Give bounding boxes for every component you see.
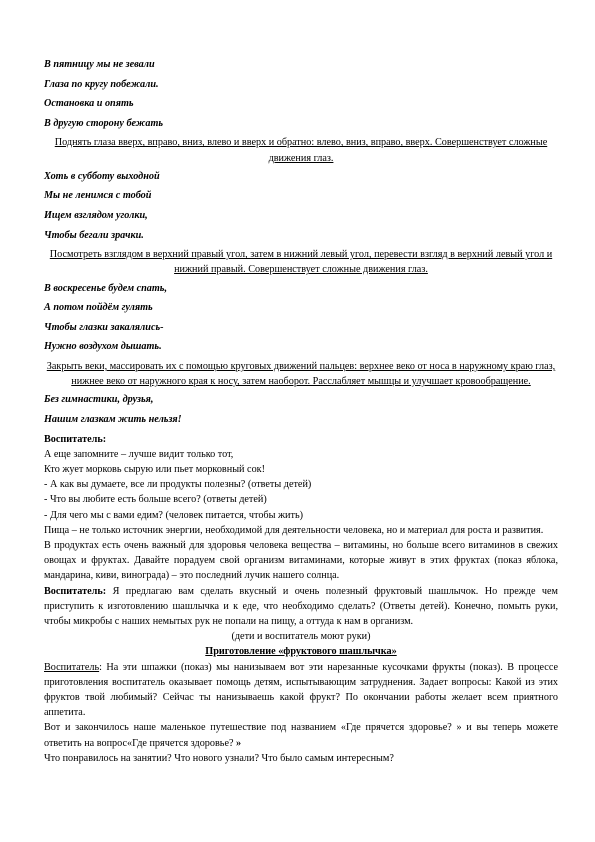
poem-line: В пятницу мы не зевали: [44, 59, 155, 70]
dialogue-line: А еще запомните – лучше видит только тот,: [44, 448, 234, 460]
dialogue-line: - Что вы любите есть больше всего? (ответы детей): [44, 494, 267, 506]
poem-line: Чтобы глазки закалялись-: [44, 321, 164, 333]
conclusion-quote: »: [236, 737, 242, 749]
wash-hands-note: (дети и воспитатель моют руки): [231, 631, 371, 643]
dialogue-line: Кто жует морковь сырую или пьет морковный сок!: [44, 463, 265, 475]
paragraph-food: Пища – не только источник энергии, необходимой для деятельности человека, но и материал для роста и развития.: [44, 524, 544, 536]
poem-closing: [44, 392, 558, 427]
poem-sunday: [44, 281, 558, 355]
paragraph-proposal: [44, 584, 558, 630]
document-content: [44, 57, 558, 766]
conclusion-text: Вот и закончилось наше маленькое путешествие под названием «Где прячется здоровье? » и вы теперь можете ответить на вопрос«Где прячется здоровье?: [44, 722, 558, 749]
paragraph-preparation: [44, 660, 558, 721]
exercise-instruction-1: Поднять глаза вверх, вправо, вниз, влево и вверх и обратно: влево, вниз, вправо, вверх. Совершенствует сложные движения глаз.: [54, 137, 548, 164]
poem-saturday: [44, 169, 558, 243]
poem-line: В другую сторону бежать: [44, 117, 164, 129]
proposal-text: Я предлагаю вам сделать вкусный и очень полезный фруктовый шашлычок. Но прежде чем приступить к изготовлению шашлычка и к еде, что необходимо сделать? (Ответы детей). Конечно, помыть руки, чтобы микробы с наших немытых рук не попали на пищу, а оттуда к нам в организм.: [44, 585, 558, 627]
poem-line: В воскресенье будем спать,: [44, 282, 168, 294]
preparation-text: : На эти шпажки (показ) мы нанизываем вот эти нарезанные кусочками фрукты (показ). В процессе приготовления воспитатель оказывает помощь детям, испытывающим затруднения. Задает вопросы: Какой из этих фруктов твой любимый? Сейчас ты нанизываешь какой фрукт? По окончании работы желает всем приятного аппетита.: [44, 661, 558, 719]
final-question: Что понравилось на занятии? Что нового узнали? Что было самым интересным?: [44, 752, 394, 764]
exercise-instruction-3: Закрыть веки, массировать их с помощью круговых движений пальцев: верхнее веко от носа в наружному краю глаз, нижнее веко от наружного края к носу, затем наоборот. Расслабляет мышцы и улучшает кровообращение.: [46, 360, 556, 388]
dialogue-line: - Для чего мы с вами едим? (человек питается, чтобы жить): [44, 509, 303, 521]
poem-line: Мы не ленимся с тобой: [44, 190, 152, 202]
section-title: Приготовление «фруктового шашлычка»: [205, 646, 397, 658]
poem-line: Нужно воздухом дышать.: [44, 341, 162, 353]
teacher-label: Воспитатель:: [44, 433, 107, 445]
paragraph-conclusion: [44, 720, 558, 750]
poem-line: Без гимнастики, друзья,: [44, 394, 154, 406]
poem-friday: [44, 57, 558, 131]
poem-line: Хоть в субботу выходной: [44, 170, 160, 182]
dialogue-line: - А как вы думаете, все ли продукты полезны? (ответы детей): [44, 479, 312, 491]
poem-line: Остановка и опять: [44, 98, 134, 110]
poem-line: Ищем взглядом уголки,: [44, 209, 148, 221]
teacher-label: Воспитатель:: [44, 585, 107, 597]
poem-line: А потом пойдём гулять: [44, 302, 153, 314]
poem-line: Нашим глазкам жить нельзя!: [44, 413, 182, 425]
paragraph-vitamins: В продуктах есть очень важный для здоровья человека вещества – витамины, но больше всего витаминов в свежих овощах и фруктах. Давайте порадуем свой организм витаминами, которые живут в этих фруктах (показ яблока, мандарина, киви, винограда) – это последний лучик нашего солнца.: [44, 539, 558, 582]
teacher-label: Воспитатель: [44, 661, 100, 673]
exercise-instruction-2: Посмотреть взглядом в верхний правый угол, затем в нижний левый угол, перевести взгляд в верхний левый угол и нижний правый. Совершенствует сложные движения глаз.: [49, 249, 553, 276]
poem-line: Чтобы бегали зрачки.: [44, 229, 144, 241]
poem-line: Глаза по кругу побежали.: [44, 78, 159, 90]
